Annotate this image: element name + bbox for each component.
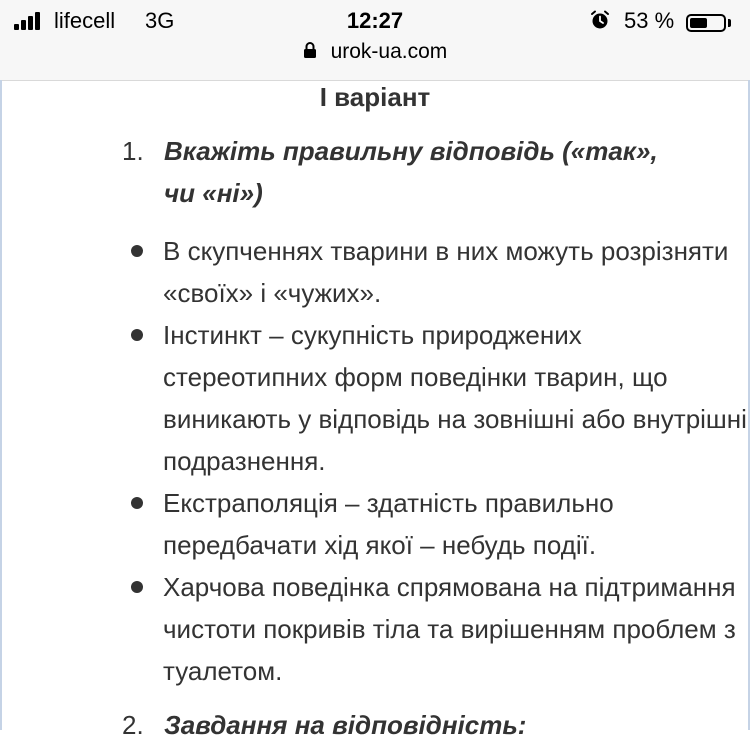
statement-text: Інстинкт – сукупність природжених стереотипних форм поведінки тварин, що виникають у відповідь на зовнішні або внутрішні подразнення. bbox=[163, 320, 747, 476]
carrier-name: lifecell bbox=[54, 8, 116, 33]
statement-text: Харчова поведінка спрямована на підтримання чистоти покривів тіла та вирішенням проблем з туалетом. bbox=[163, 572, 736, 686]
list-item bbox=[2, 314, 748, 482]
status-bar bbox=[0, 6, 750, 36]
battery-fill bbox=[690, 18, 707, 28]
battery-icon bbox=[686, 14, 726, 32]
variant-heading: І варіант bbox=[319, 82, 431, 112]
battery-cap bbox=[728, 19, 731, 27]
statement-text: Екстраполяція – здатність правильно передбачати хід якої – небудь події. bbox=[163, 488, 614, 560]
bullet-dot bbox=[131, 245, 143, 257]
status-time: 12:27 bbox=[346, 8, 404, 33]
url-text: urok-ua.com bbox=[330, 40, 448, 63]
task-1-title: Вкажіть правильну відповідь («так», чи «ні») bbox=[164, 136, 658, 208]
list-item bbox=[2, 566, 748, 692]
task-1-number: 1. bbox=[122, 136, 144, 166]
network-type: 3G bbox=[145, 8, 175, 33]
task-2-title: Завдання на відповідність: bbox=[164, 710, 527, 740]
statement-text: В скупченнях тварини в них можуть розрізняти «своїх» і «чужих». bbox=[163, 236, 729, 308]
list-item bbox=[2, 482, 748, 566]
address-bar[interactable] bbox=[0, 40, 750, 64]
task-2-number: 2. bbox=[122, 710, 144, 740]
bullet-dot bbox=[131, 581, 143, 593]
page-content bbox=[0, 80, 750, 740]
browser-top-bar bbox=[0, 0, 750, 81]
alarm-clock-icon bbox=[590, 10, 610, 30]
bullet-dot bbox=[131, 329, 143, 341]
statement-list bbox=[2, 230, 748, 692]
list-item bbox=[2, 230, 748, 314]
battery-percent: 53 % bbox=[624, 8, 675, 33]
lock-icon bbox=[303, 41, 317, 59]
bullet-dot bbox=[131, 497, 143, 509]
